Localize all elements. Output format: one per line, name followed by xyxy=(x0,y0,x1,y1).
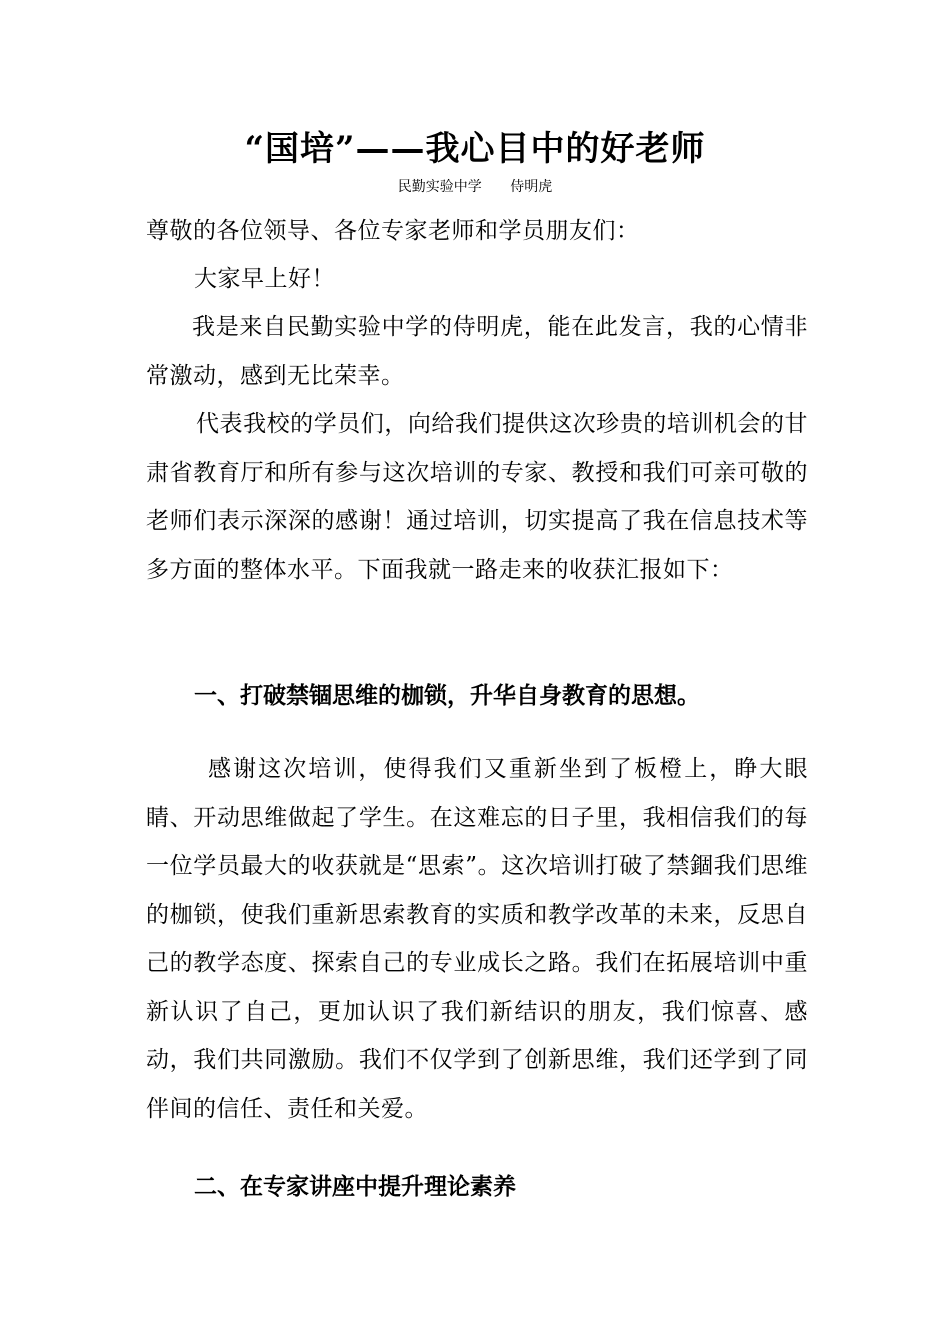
author-school: 民勤实验中学 xyxy=(397,179,482,195)
hello-paragraph: 大家早上好！ xyxy=(194,266,335,292)
intro-paragraph: 我是来自民勤实验中学的侍明虎，能在此发言，我的心情非常激动，感到无比荣幸。 xyxy=(146,314,808,389)
document-title: “国培”——我心目中的好老师 xyxy=(244,129,706,169)
author-name: 侍明虎 xyxy=(510,179,553,195)
author-line xyxy=(0,176,950,198)
section-1-paragraph: 感谢这次培训，使得我们又重新坐到了板橙上，睁大眼睛、开动思维做起了学生。在这难忘的日子里，我相信我们的每一位学员最大的收获就是“思索”。这次培训打破了禁錮我们思维的枷锁，使我们重新思索教育的实质和教学改革的未来，反思自己的教学态度、探索自己的专业成长之路。我们在拓展培训中重新认识了自己，更加认识了我们新结识的朋友，我们惊喜、感动，我们共同激励。我们不仅学到了创新思维，我们还学到了同伴间的信任、责任和关爱。 xyxy=(146,756,808,1122)
thanks-paragraph: 代表我校的学员们，向给我们提供这次珍贵的培训机会的甘肃省教育厅和所有参与这次培训的专家、教授和我们可亲可敬的老师们表示深深的感谢！通过培训，切实提高了我在信息技术等多方面的整体水平。下面我就一路走来的收获汇报如下： xyxy=(146,411,808,583)
section-heading-1: 一、打破禁锢思维的枷锁，升华自身教育的思想。 xyxy=(194,682,700,709)
greeting-paragraph: 尊敬的各位领导、各位专家老师和学员朋友们： xyxy=(146,218,640,244)
section-heading-2: 二、在专家讲座中提升理论素养 xyxy=(194,1173,516,1200)
